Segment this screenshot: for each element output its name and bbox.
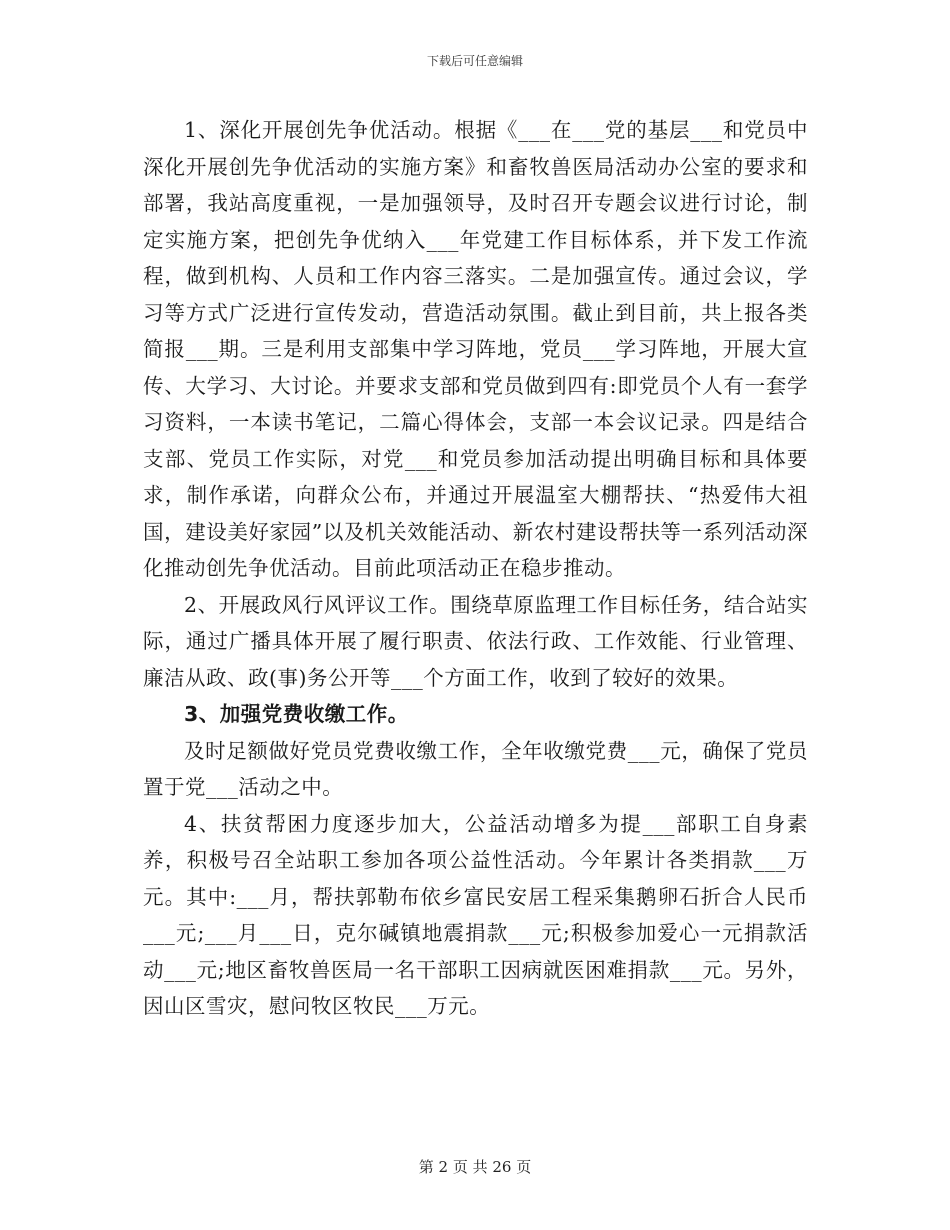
paragraph-section-1: 1、深化开展创先争优活动。根据《___在___党的基层___和党员中深化开展创先争优活动的实施方案》和畜牧兽医局活动办公室的要求和部署，我站高度重视，一是加强领导，及时召开专题会议进行讨论，制定实施方案，把创先争优纳入___年党建工作目标体系，并下发工作流程，做到机构、人员和工作内容三落实。二是加强宣传。通过会议，学习等方式广泛进行宣传发动，营造活动氛围。截止到目前，共上报各类简报___期。三是利用支部集中学习阵地，党员___学习阵地，开展大宣传、大学习、大讨论。并要求支部和党员做到四有:即党员个人有一套学习资料，一本读书笔记，二篇心得体会，支部一本会议记录。四是结合支部、党员工作实际，对党___和党员参加活动提出明确目标和具体要求，制作承诺，向群众公布，并通过开展温室大棚帮扶、“热爱伟大祖国，建设美好家园”以及机关效能活动、新农村建设帮扶等一系列活动深化推动创先争优活动。目前此项活动正在稳步推动。 <box>143 118 808 580</box>
paragraph-section-2: 2、开展政风行风评议工作。围绕草原监理工作目标任务，结合站实际，通过广播具体开展了履行职责、依法行政、工作效能、行业管理、廉洁从政、政(事)务公开等___个方面工作，收到了较好的效果。 <box>143 592 808 690</box>
page-number-footer: 第 2 页 共 26 页 <box>418 1158 532 1176</box>
section-3-heading: 3、加强党费收缴工作。 <box>184 702 409 726</box>
page-header-note: 下载后可任意编辑 <box>426 54 523 68</box>
paragraph-section-4: 4、扶贫帮困力度逐步加大，公益活动增多为提___部职工自身素养，积极号召全站职工参加各项公益性活动。今年累计各类捐款___万元。其中:___月，帮扶郭勒布依乡富民安居工程采集鹅卵石折合人民币___元;___月___日，克尔碱镇地震捐款___元;积极参加爱心一元捐款活动___元;地区畜牧兽医局一名干部职工因病就医困难捐款___元。另外，因山区雪灾，慰问牧区牧民___万元。 <box>143 811 808 1018</box>
document-body <box>143 112 808 1025</box>
paragraph-section-3: 及时足额做好党员党费收缴工作，全年收缴党费___元，确保了党员置于党___活动之中。 <box>143 738 808 799</box>
